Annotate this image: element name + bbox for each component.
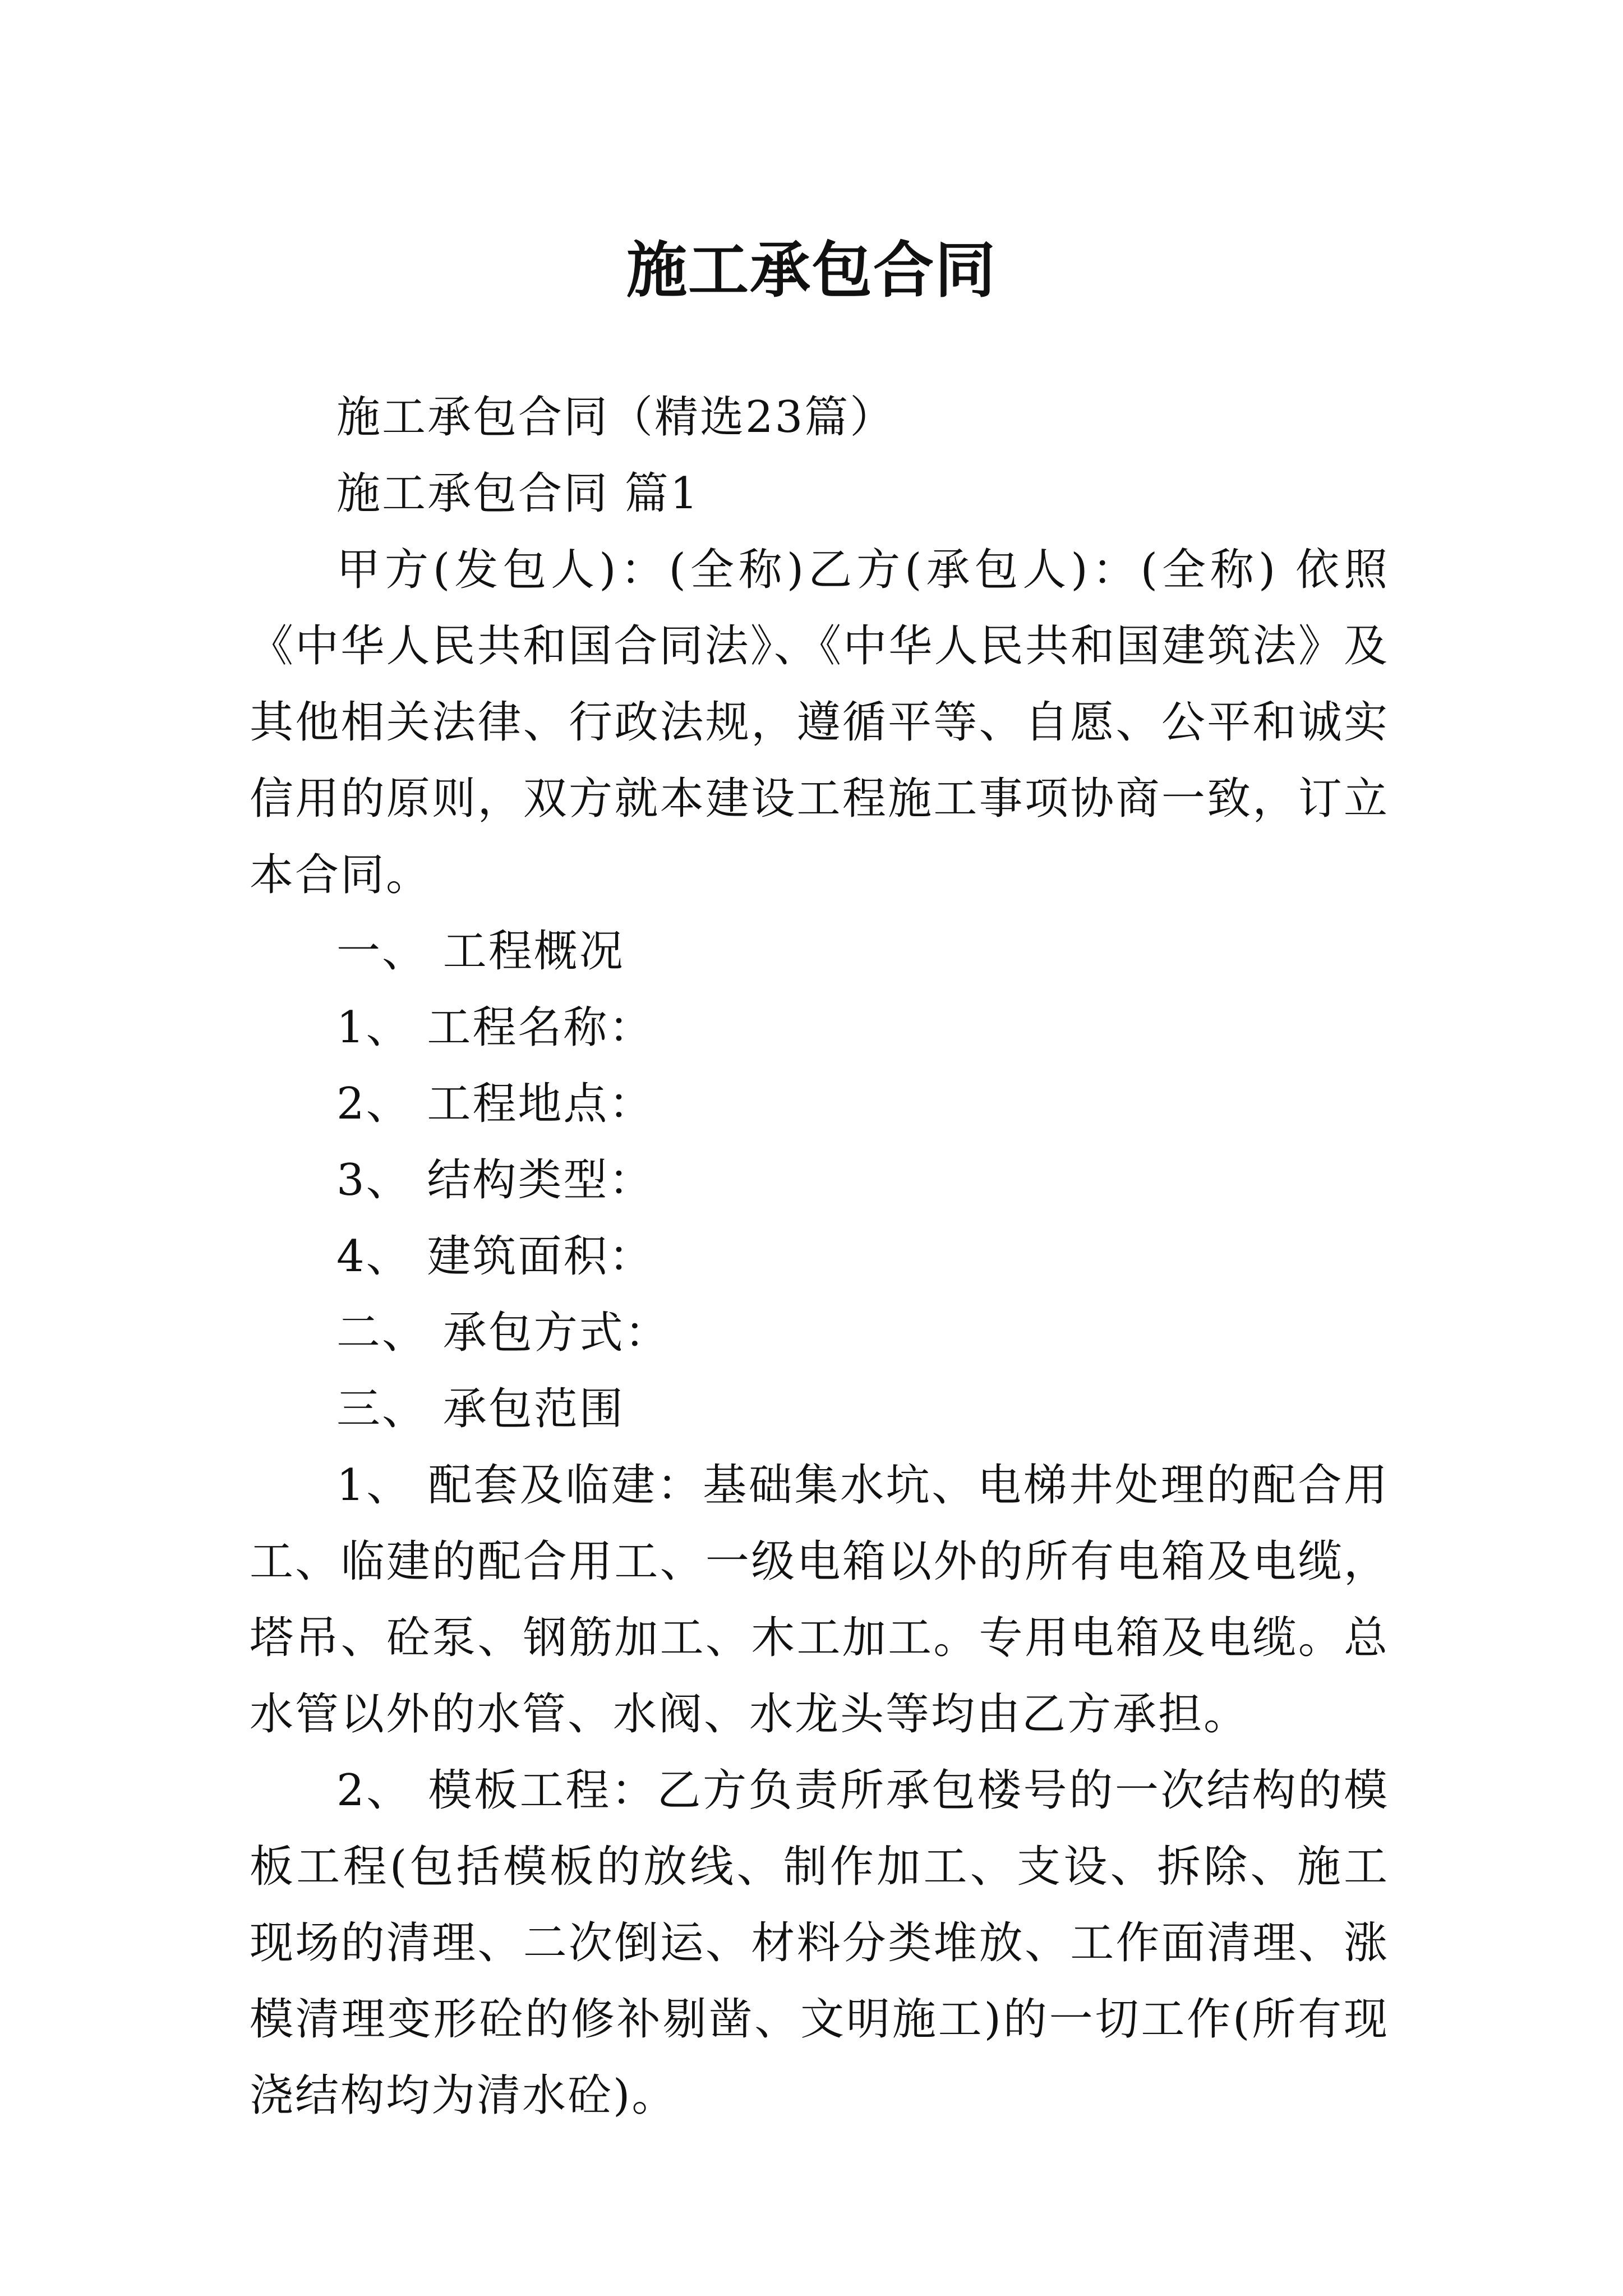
building-area-line: 4、 建筑面积： [336, 1231, 654, 1282]
structure-type-line: 3、 结构类型： [336, 1155, 654, 1205]
section-heading: 施工承包合同 篇1 [336, 468, 700, 519]
document-body [250, 379, 1389, 2134]
formwork-paragraph: 2、 模板工程：乙方负责所承包楼号的一次结构的模板工程(包括模板的放线、制作加工、支设、拆除、施工现场的清理、二次倒运、材料分类堆放、工作面清理、涨模清理变形砼的修补剔凿、文明施工)的一切工作(所有现浇结构均为清水砼)。 [250, 1765, 1389, 2121]
contract-scope-heading: 三、 承包范围 [336, 1384, 625, 1434]
project-name-line: 1、 工程名称： [336, 1002, 654, 1053]
contract-method-heading: 二、 承包方式： [336, 1308, 670, 1358]
contract-intro-paragraph: 甲方(发包人)：(全称)乙方(承包人)：(全称) 依照《中华人民共和国合同法》、《中华人民共和国建筑法》及其他相关法律、行政法规，遵循平等、自愿、公平和诚实信用的原则，双方就本建设工程施工事项协商一致，订立本合同。 [250, 545, 1389, 900]
subtitle-line: 施工承包合同（精选23篇） [336, 392, 896, 443]
project-overview-heading: 一、 工程概况 [336, 926, 625, 977]
project-location-line: 2、 工程地点： [336, 1079, 654, 1129]
temporary-facilities-paragraph: 1、 配套及临建：基础集水坑、电梯井处理的配合用工、临建的配合用工、一级电箱以外的所有电箱及电缆，塔吊、砼泵、钢筋加工、木工加工。专用电箱及电缆。总水管以外的水管、水阀、水龙头等均由乙方承担。 [250, 1460, 1389, 1740]
document-title: 施工承包合同 [626, 235, 997, 306]
